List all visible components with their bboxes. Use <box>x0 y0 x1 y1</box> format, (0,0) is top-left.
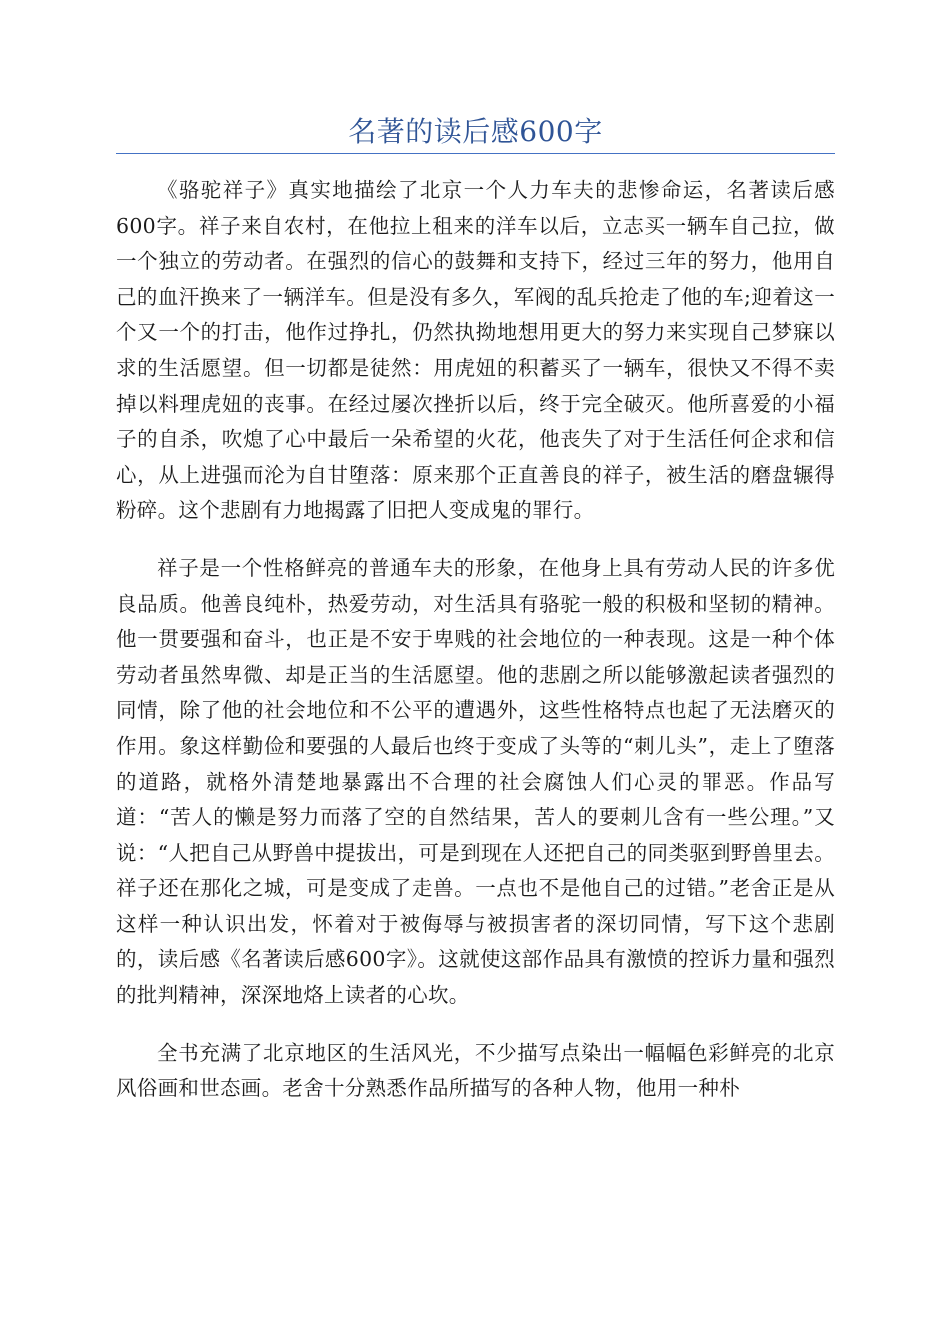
document-title: 名著的读后感600字 <box>348 115 603 148</box>
paragraph-2: 祥子是一个性格鲜亮的普通车夫的形象，在他身上具有劳动人民的许多优良品质。他善良纯朴，热爱劳动，对生活具有骆驼一般的积极和坚韧的精神。他一贯要强和奋斗，也正是不安于卑贱的社会地位的一种表现。这是一种个体劳动者虽然卑微、却是正当的生活愿望。他的悲剧之所以能够激起读者强烈的同情，除了他的社会地位和不公平的遭遇外，这些性格特点也起了无法磨灭的作用。象这样勤俭和要强的人最后也终于变成了头等的“刺儿头”，走上了堕落的道路，就格外清楚地暴露出不合理的社会腐蚀人们心灵的罪恶。作品写道：“苦人的懒是努力而落了空的自然结果，苦人的要刺儿含有一些公理。”又说：“人把自己从野兽中提拔出，可是到现在人还把自己的同类驱到野兽里去。祥子还在那化之城，可是变成了走兽。一点也不是他自己的过错。”老舍正是从这样一种认识出发，怀着对于被侮辱与被损害者的深切同情，写下这个悲剧的，读后感《名著读后感600字》。这就使这部作品具有激愤的控诉力量和强烈的批判精神，深深地烙上读者的心坎。 <box>116 555 835 1008</box>
paragraph-3: 全书充满了北京地区的生活风光，不少描写点染出一幅幅色彩鲜亮的北京风俗画和世态画。老舍十分熟悉作品所描写的各种人物，他用一种朴 <box>116 1040 835 1101</box>
title-underline-rule <box>116 153 835 154</box>
paragraph-1: 《骆驼祥子》真实地描绘了北京一个人力车夫的悲惨命运，名著读后感600字。祥子来自农村，在他拉上租来的洋车以后，立志买一辆车自己拉，做一个独立的劳动者。在强烈的信心的鼓舞和支持下，经过三年的努力，他用自己的血汗换来了一辆洋车。但是没有多久，军阀的乱兵抢走了他的车;迎着这一个又一个的打击，他作过挣扎，仍然执拗地想用更大的努力来实现自己梦寐以求的生活愿望。但一切都是徒然：用虎妞的积蓄买了一辆车，很快又不得不卖掉以料理虎妞的丧事。在经过屡次挫折以后，终于完全破灭。他所喜爱的小福子的自杀，吹熄了心中最后一朵希望的火花，他丧失了对于生活任何企求和信心，从上进强而沦为自甘堕落：原来那个正直善良的祥子，被生活的磨盘辗得粉碎。这个悲剧有力地揭露了旧把人变成鬼的罪行。 <box>116 178 835 523</box>
document-body <box>116 173 835 1129</box>
